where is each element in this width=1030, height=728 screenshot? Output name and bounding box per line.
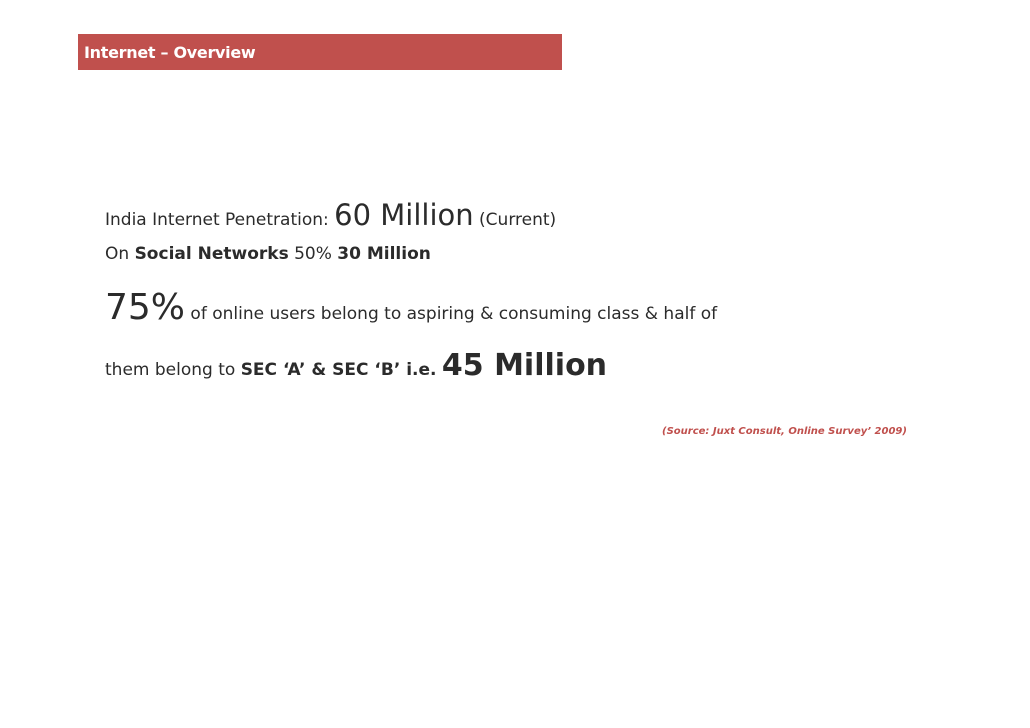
sec-prefix: them belong to bbox=[105, 360, 241, 380]
sec-line bbox=[105, 348, 607, 384]
social-prefix: On bbox=[105, 244, 135, 264]
social-value: 30 Million bbox=[337, 244, 431, 264]
sec-value: 45 Million bbox=[441, 348, 608, 383]
social-percent: 50% bbox=[288, 244, 338, 264]
slide-title: Internet – Overview bbox=[84, 42, 256, 62]
penetration-label: India Internet Penetration: bbox=[105, 210, 335, 230]
social-networks-line bbox=[105, 244, 431, 264]
social-networks-label: Social Networks bbox=[134, 244, 289, 264]
online-users-line bbox=[105, 286, 717, 329]
penetration-line bbox=[105, 198, 556, 233]
penetration-value: 60 Million bbox=[334, 198, 474, 232]
penetration-suffix: (Current) bbox=[473, 210, 557, 230]
slide-title-bar bbox=[78, 34, 562, 70]
online-users-text: of online users belong to aspiring & consuming class & half of bbox=[190, 304, 718, 324]
source-citation: (Source: Juxt Consult, Online Survey’ 2009) bbox=[662, 426, 907, 437]
sec-label: SEC ‘A’ & SEC ‘B’ i.e. bbox=[240, 360, 437, 380]
online-users-percent: 75% bbox=[105, 287, 186, 328]
